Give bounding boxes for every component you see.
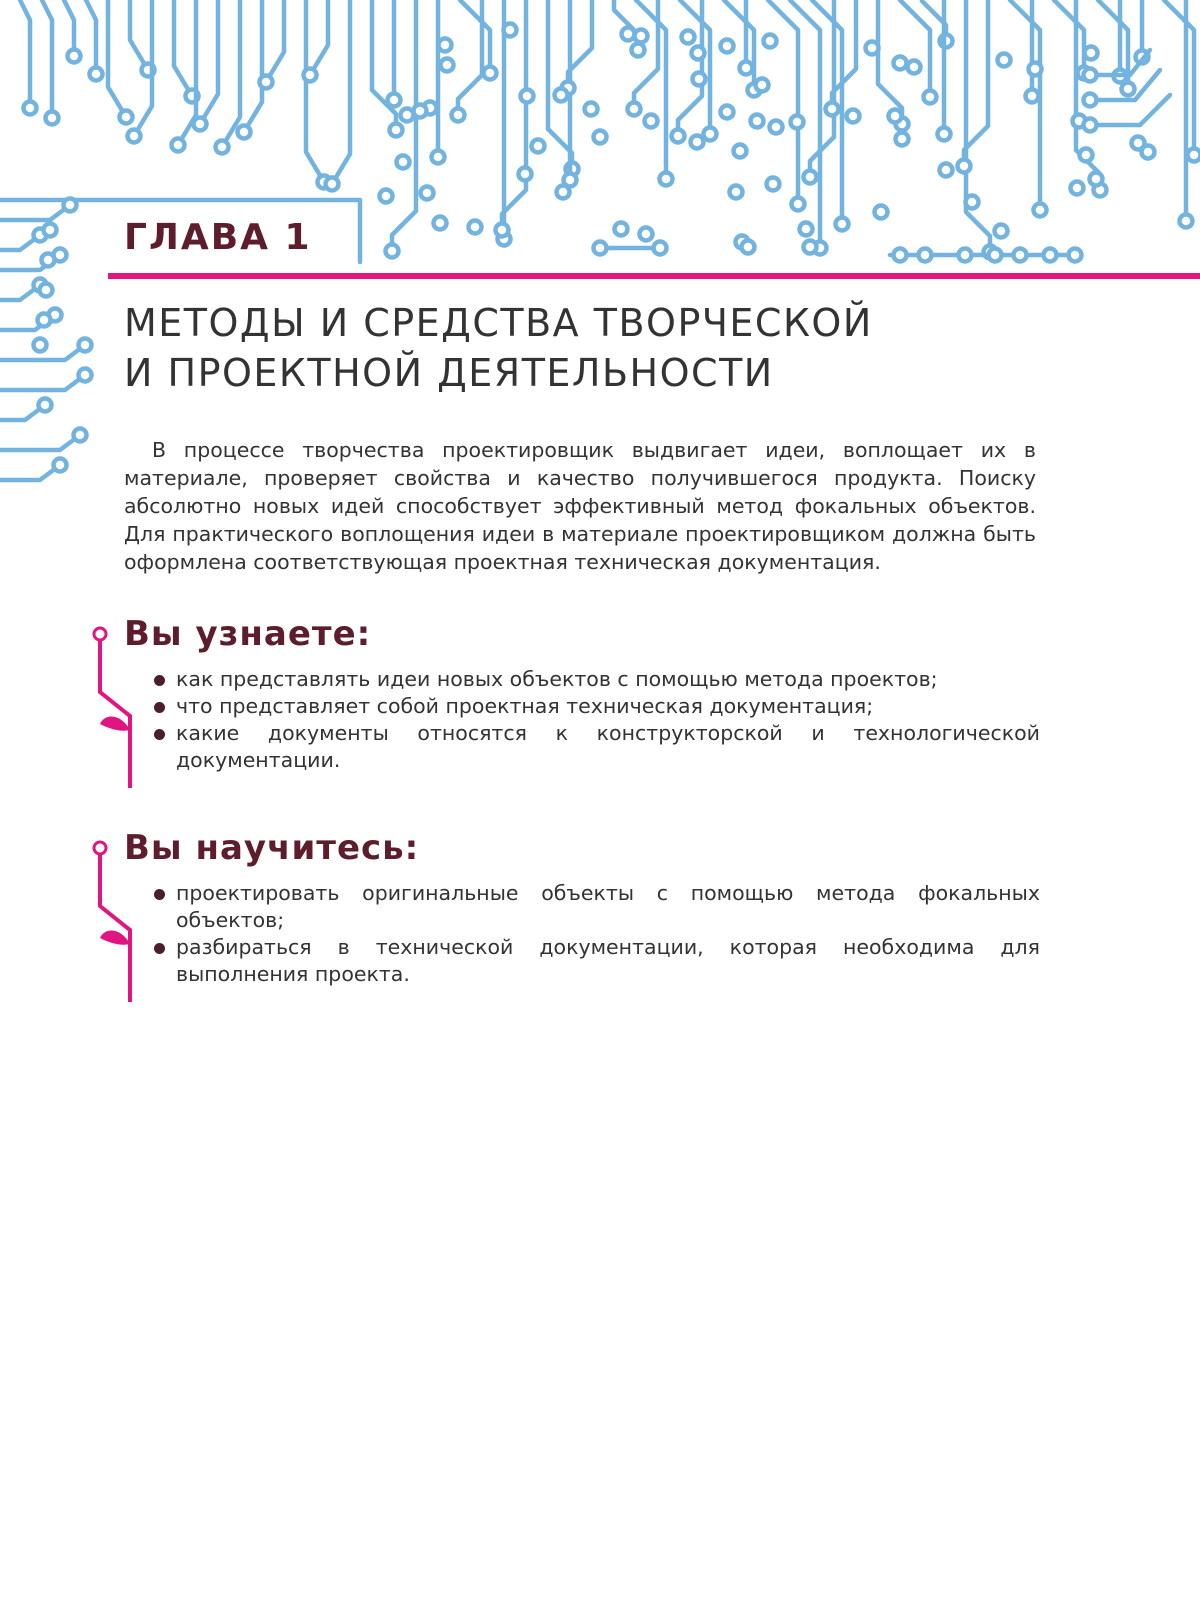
learn-list <box>90 666 1040 774</box>
stem-icon <box>90 826 140 1016</box>
list-item-text: разбираться в технической документации, которая необходима для выполнения проекта. <box>176 935 1040 986</box>
bullet-icon <box>154 702 165 713</box>
list-item <box>154 666 1040 693</box>
chapter-title-line-1: МЕТОДЫ И СРЕДСТВА ТВОРЧЕСКОЙ <box>124 301 873 345</box>
learn-heading: Вы узнаете: <box>124 614 372 654</box>
intro-paragraph: В процессе творчества проектировщик выдвигает идеи, воплощает их в материале, проверяет свойства и качество получившегося продукта. Поиску абсолютно новых идей способствует эффективный метод фокальных объектов. Для практического воплощения идеи в материале проектировщиком должна быть оформлена соответствующая проектная техническая документация. <box>124 438 1036 574</box>
chapter-label: ГЛАВА 1 <box>124 212 324 262</box>
skills-section <box>90 826 1040 988</box>
bullet-icon <box>154 889 165 900</box>
learn-section <box>90 612 1040 774</box>
list-item-text: что представляет собой проектная техническая документация; <box>176 694 874 718</box>
list-item-text: как представлять идеи новых объектов с помощью метода проектов; <box>176 667 938 691</box>
list-item-text: проектировать оригинальные объекты с помощью метода фокальных объектов; <box>176 881 1040 932</box>
stem-icon <box>90 612 140 802</box>
list-item-text: какие документы относятся к конструкторской и технологической документации. <box>176 721 1040 772</box>
bullet-icon <box>154 675 165 686</box>
bullet-icon <box>154 943 165 954</box>
list-item <box>154 720 1040 774</box>
skills-heading: Вы научитесь: <box>124 828 420 868</box>
bullet-icon <box>154 729 165 740</box>
list-item <box>154 934 1040 988</box>
list-item <box>154 880 1040 934</box>
skills-list <box>90 880 1040 988</box>
chapter-rule <box>108 273 1200 279</box>
chapter-title <box>124 298 873 398</box>
chapter-title-line-2: И ПРОЕКТНОЙ ДЕЯТЕЛЬНОСТИ <box>124 351 774 395</box>
list-item <box>154 693 1040 720</box>
